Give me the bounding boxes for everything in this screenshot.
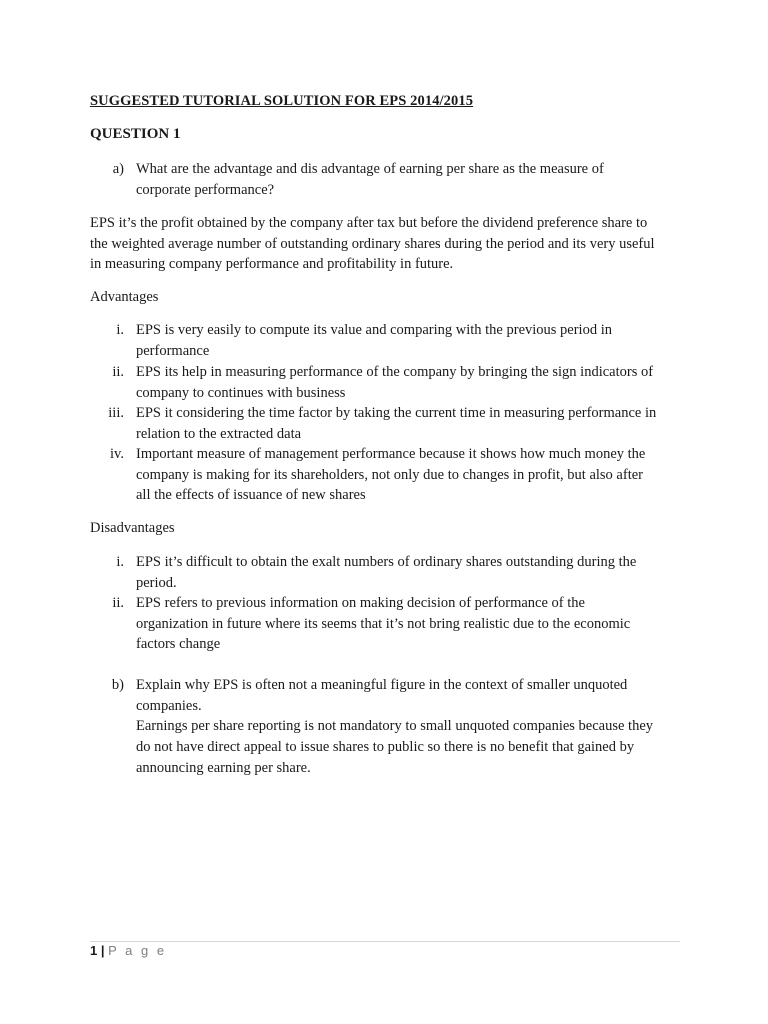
list-marker: iv.: [110, 446, 124, 462]
page-footer: [90, 943, 167, 958]
item-line: EPS it’s difficult to obtain the exalt numbers of ordinary shares outstanding during the: [136, 554, 637, 570]
footer-separator: |: [100, 943, 105, 958]
part-a-marker: a): [112, 161, 124, 177]
list-marker: ii.: [112, 595, 124, 611]
advantages-heading: Advantages: [90, 289, 159, 305]
item-line: EPS refers to previous information on making decision of performance of the: [136, 595, 585, 611]
item-line: EPS its help in measuring performance of the company by bringing the sign indicators of: [136, 364, 654, 380]
part-b-line: companies.: [136, 697, 202, 714]
item-line: EPS is very easily to compute its value and comparing with the previous period in: [136, 322, 612, 338]
item-line: factors change: [136, 636, 221, 653]
item-line: all the effects of issuance of new shares: [136, 487, 366, 504]
item-line: relation to the extracted data: [136, 425, 302, 442]
item-line: performance: [136, 342, 210, 359]
item-line: Important measure of management performance because it shows how much money the: [136, 446, 646, 462]
list-marker: iii.: [108, 405, 124, 421]
part-b-marker: b): [111, 677, 124, 693]
intro-paragraph: [90, 213, 690, 275]
page-label: P a g e: [108, 943, 167, 958]
part-b-answer-line: announcing earning per share.: [136, 759, 311, 776]
list-marker: i.: [116, 322, 124, 338]
part-b-answer-line: Earnings per share reporting is not mandatory to small unquoted companies because they: [136, 718, 654, 735]
footer-divider: [90, 941, 680, 942]
part-a-line: corporate performance?: [136, 181, 275, 198]
item-line: organization in future where its seems that it’s not bring realistic due to the economic: [136, 615, 631, 632]
list-marker: ii.: [112, 364, 124, 380]
intro-line: in measuring company performance and profitability in future.: [90, 256, 454, 273]
item-line: period.: [136, 574, 177, 591]
part-b-answer-line: do not have direct appeal to issue shares to public so there is no benefit that gained by: [136, 739, 635, 756]
page-number: 1: [90, 943, 98, 958]
disadvantages-heading: Disadvantages: [90, 520, 175, 536]
intro-line: the weighted average number of outstanding ordinary shares during the period and its very useful: [90, 235, 655, 252]
item-line: EPS it considering the time factor by taking the current time in measuring performance in: [136, 405, 657, 421]
part-b-line: Explain why EPS is often not a meaningful figure in the context of smaller unquoted: [136, 677, 628, 693]
item-line: company to continues with business: [136, 384, 346, 401]
document-title: SUGGESTED TUTORIAL SOLUTION FOR EPS 2014/2015: [90, 93, 474, 109]
question-heading: QUESTION 1: [90, 126, 181, 142]
intro-line: EPS it’s the profit obtained by the company after tax but before the dividend preference share to: [90, 215, 648, 231]
list-marker: i.: [116, 554, 124, 570]
item-line: company is making for its shareholders, not only due to changes in profit, but also after: [136, 466, 643, 483]
part-a-line: What are the advantage and dis advantage of earning per share as the measure of: [136, 161, 604, 177]
